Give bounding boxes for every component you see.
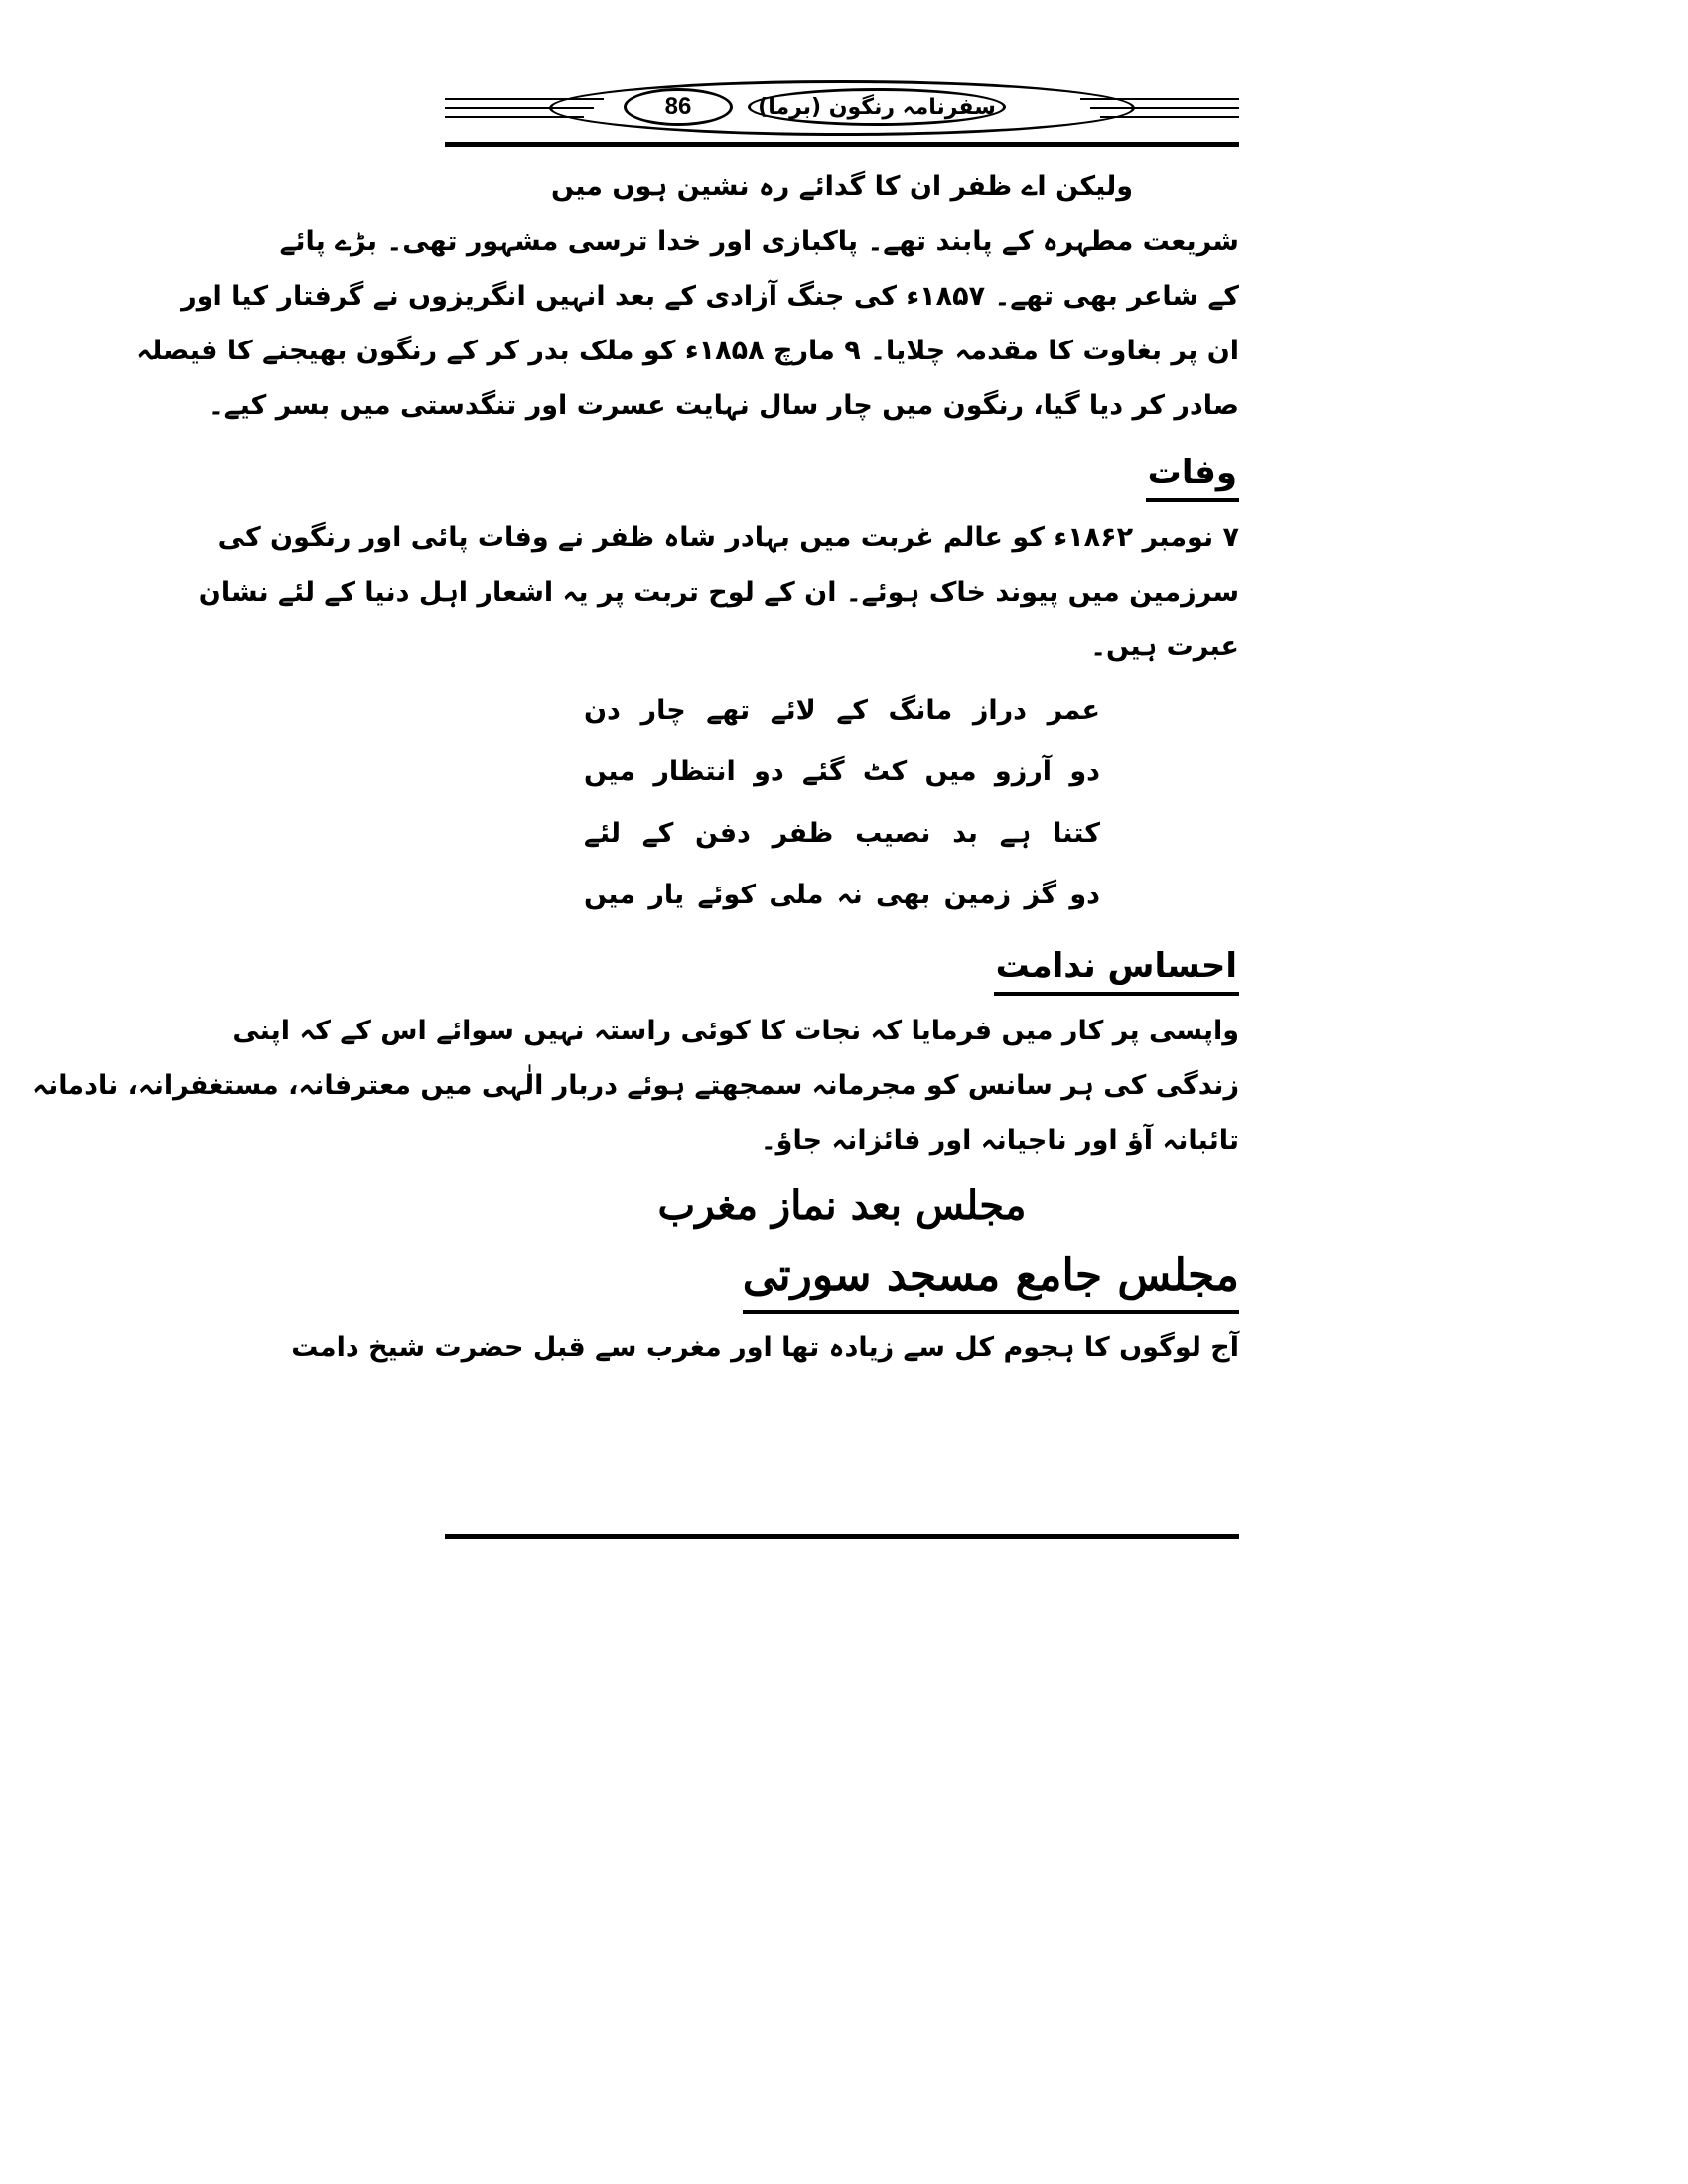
text-line: سرزمین میں پیوند خاک ہوئے۔ ان کے لوح تربت پر یہ اشعار اہل دنیا کے لئے نشان (198, 577, 1239, 608)
section-heading-wafat: وفات (1146, 447, 1239, 502)
paragraph-biography (136, 214, 1239, 433)
text-line: کے شاعر بھی تھے۔ ۱۸۵۷ء کی جنگ آزادی کے بعد انہیں انگریزوں نے گرفتار کیا اور (181, 281, 1239, 312)
text-line: شریعت مطہرہ کے پابند تھے۔ پاکبازی اور خدا ترسی مشہور تھی۔ بڑے پائے (279, 226, 1239, 257)
poem-line: دو آرزو میں کٹ گئے دو انتظار میں (584, 756, 1100, 787)
majlis-subheading: مجلس جامع مسجد سورتی (743, 1241, 1239, 1314)
majlis-heading: مجلس بعد نماز مغرب (657, 1182, 1027, 1229)
poem-line: دو گز زمین بھی نہ ملی کوئے یار میں (584, 880, 1100, 910)
paragraph-death (198, 510, 1239, 674)
epitaph-poem (584, 680, 1100, 926)
page-body (32, 159, 1239, 1375)
text-line: واپسی پر کار میں فرمایا کہ نجات کا کوئی راستہ نہیں سوائے اس کے کہ اپنی (232, 1016, 1239, 1046)
running-title: سفرنامہ رنگون (برما) (748, 88, 1006, 126)
text-line: زندگی کی ہر سانس کو مجرمانہ سمجھتے ہوئے دربار الٰہی میں معترفانہ، مستغفرانہ، نادمانہ (32, 1070, 1239, 1101)
footer-rule (445, 1534, 1239, 1539)
text-line: ۷ نومبر ۱۸۶۲ء کو عالم غربت میں بہادر شاہ ظفر نے وفات پائی اور رنگون کی (217, 522, 1239, 553)
header-underline (445, 142, 1239, 147)
text-line: تائبانہ آؤ اور ناجیانہ اور فائزانہ جاؤ۔ (760, 1125, 1239, 1156)
page-header (445, 74, 1239, 154)
text-line: آج لوگوں کا ہجوم کل سے زیادہ تھا اور مغرب سے قبل حضرت شیخ دامت (291, 1332, 1239, 1363)
poem-line: کتنا ہے بد نصیب ظفر دفن کے لئے (584, 818, 1100, 849)
poem-line: عمر دراز مانگ کے لائے تھے چار دن (584, 695, 1100, 726)
intro-verse: ولیکن اے ظفر ان کا گدائے رہ نشین ہوں میں (550, 171, 1134, 202)
text-line: ان پر بغاوت کا مقدمہ چلایا۔ ۹ مارچ ۱۸۵۸ء کو ملک بدر کر کے رنگون بھیجنے کا فیصلہ (136, 336, 1239, 366)
page-number: 86 (624, 88, 733, 126)
text-line: عبرت ہیں۔ (1090, 631, 1239, 662)
section-heading-nadamat: احساس ندامت (994, 940, 1239, 996)
paragraph-remorse (32, 1004, 1239, 1167)
text-line: صادر کر دیا گیا، رنگون میں چار سال نہایت عسرت اور تنگدستی میں بسر کیے۔ (208, 390, 1239, 421)
